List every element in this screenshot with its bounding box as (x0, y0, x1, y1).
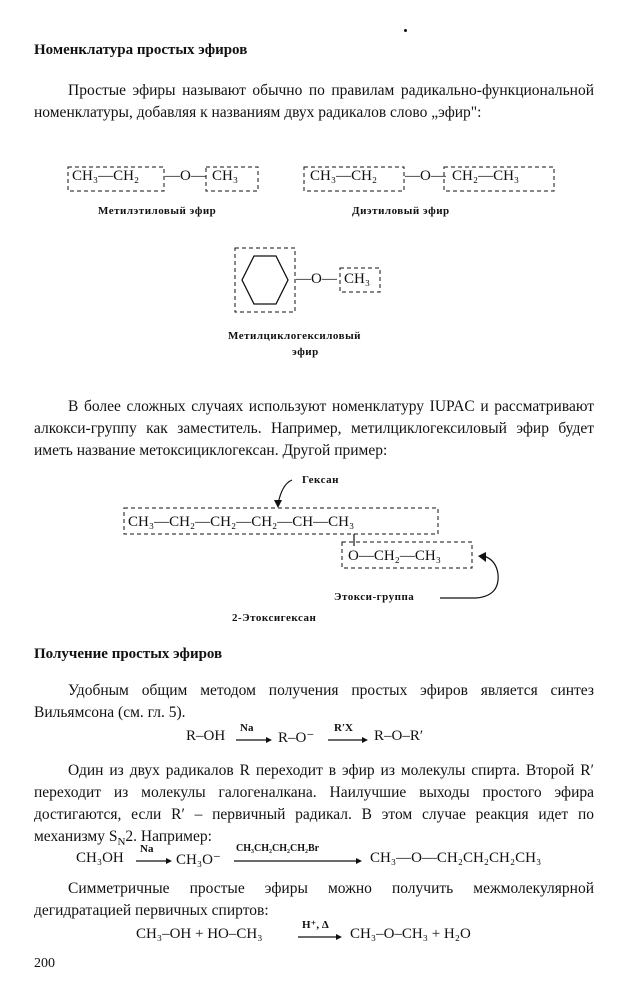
scheme3-right: CH₃–O–CH₃ + H₂O (350, 926, 471, 942)
scheme2-reagent2: CH₃CH₂CH₂CH₂Br (236, 843, 320, 854)
cyclohexyl-methyl: CH₃ (344, 271, 371, 287)
scheme3-reagent: H⁺, Δ (302, 919, 329, 931)
ethoxyhexane-caption: 2-Этоксигексан (232, 612, 317, 624)
ethoxy-group-label: Этокси-группа (334, 591, 415, 603)
scheme1-reactant: R–OH (186, 728, 226, 744)
scheme2-reagent1: Na (140, 843, 154, 855)
scheme3-left: CH₃–OH + HO–CH₃ (136, 926, 263, 942)
section-heading-nomenclature: Номенклатура простых эфиров (34, 42, 248, 58)
scheme1-arrow1 (236, 736, 272, 744)
scheme2-arrow1 (136, 857, 172, 865)
scheme2-intermediate: CH₃O⁻ (176, 852, 221, 868)
radicals-paragraph-text: Один из двух радикалов R переходит в эфир из молекулы спирта. Второй R′ переходит из молекулы галогеналкана. Наилучшие выходы простого эфира достигаются, если R′ – первичный радикал. В этом случае реакция идет по механизму S (34, 762, 594, 845)
hexane-label: Гексан (302, 474, 339, 486)
diethyl-frag2: CH₂—CH₃ (452, 168, 520, 184)
cyclohexyl-oxygen-link: —O— (296, 271, 337, 287)
methylethyl-oxygen-link: —O— (165, 168, 206, 184)
scheme1-intermediate: R–O⁻ (278, 730, 315, 746)
ethoxy-substituent: O—CH₂—CH₃ (348, 548, 441, 564)
methylethyl-caption: Метилэтиловый эфир (98, 205, 217, 217)
scheme1-reagent2: R′X (334, 722, 353, 734)
intro-paragraph: Простые эфиры называют обычно по правилам радикально-функциональной номенклатуры, добавляя к названиям двух радикалов слово „эфир": (34, 82, 594, 121)
diethyl-frag1: CH₃—CH₂ (310, 168, 378, 184)
scheme2-reactant: CH₃OH (76, 850, 124, 866)
diethyl-oxygen-link: —O— (405, 168, 446, 184)
radicals-paragraph-end: 2. Например: (125, 828, 212, 845)
methylethyl-frag2: CH₃ (212, 168, 239, 184)
print-speck (404, 29, 407, 32)
methylethyl-frag1: CH₃—CH₂ (72, 168, 140, 184)
cyclohexyl-caption-line1: Метилциклогексиловый (228, 330, 361, 342)
ethoxyhexane-graphics (120, 470, 510, 610)
radicals-paragraph (34, 760, 594, 853)
scheme2-product: CH₃—O—CH₂CH₂CH₂CH₃ (370, 850, 542, 866)
diethyl-caption: Диэтиловый эфир (352, 205, 450, 217)
mechanism-subscript: N (117, 836, 126, 849)
scheme2-arrow2 (234, 857, 362, 865)
scheme3-arrow (298, 933, 342, 941)
williamson-paragraph: Удобным общим методом получения простых эфиров является синтез Вильямсона (см. гл. 5). (34, 682, 594, 721)
section-heading-preparation: Получение простых эфиров (34, 646, 223, 662)
scheme1-reagent1: Na (240, 722, 254, 734)
hexane-main-chain: CH₃—CH₂—CH₂—CH₂—CH—CH₃ (128, 514, 355, 530)
scheme1-product: R–O–R′ (374, 728, 424, 744)
page-number: 200 (34, 956, 55, 971)
scheme1-arrow2 (328, 736, 368, 744)
symmetric-ethers-paragraph: Симметричные простые эфиры можно получить межмолекулярной дегидратацией первичных спиртов: (34, 880, 594, 919)
cyclohexyl-caption-line2: эфир (292, 346, 319, 358)
iupac-paragraph: В более сложных случаях используют номенклатуру IUPAC и рассматривают алкокси-группу как заместитель. Например, метилциклогексиловый эфир будет иметь название метоксициклогексан. Другой пример: (34, 398, 594, 459)
